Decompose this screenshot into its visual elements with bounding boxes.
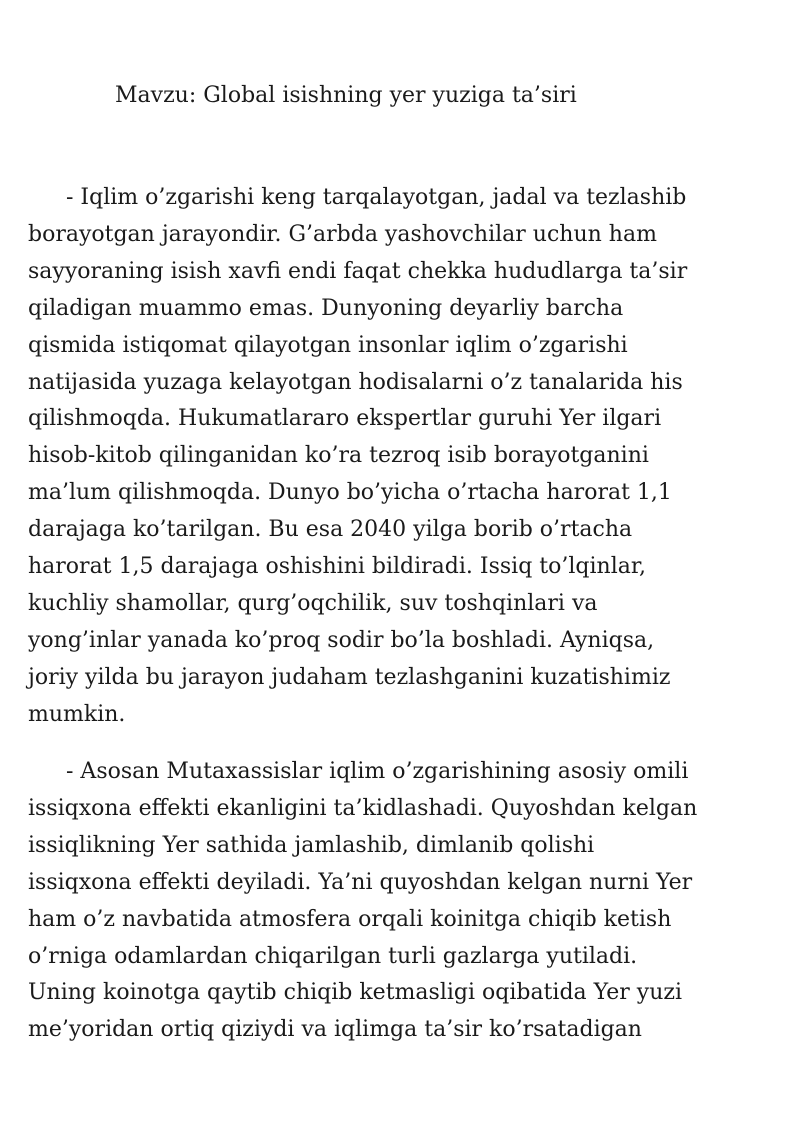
paragraph-line: sayyoraning isish xavfi endi faqat chekka hududlarga ta’sir [28,258,688,284]
paragraph-line: - Asosan Mutaxassislar iqlim o’zgarishining asosiy omili [66,759,689,784]
paragraph-line: ma’lum qilishmoqda. Dunyo bo’yicha o’rtacha harorat 1,1 [28,480,672,506]
paragraph-line: yong’inlar yanada ko’proq sodir bo’la boshladi. Ayniqsa, [28,627,655,653]
paragraph-line: qismida istiqomat qilayotgan insonlar iqlim o’zgarishi [28,332,628,358]
paragraph-line: natijasida yuzaga kelayotgan hodisalarni o’z tanalarida his [28,369,683,395]
paragraph-line: Uning koinotga qaytib chiqib ketmasligi oqibatida Yer yuzi [28,980,682,1006]
paragraph-line: issiqxona effekti ekanligini ta’kidlashadi. Quyoshdan kelgan [28,795,698,821]
paragraph-line: qilishmoqda. Hukumatlararo ekspertlar guruhi Yer ilgari [28,406,662,432]
paragraph-line: harorat 1,5 darajaga oshishini bildiradi. Issiq to’lqinlar, [28,554,646,580]
paragraph-line: darajaga ko’tarilgan. Bu esa 2040 yilga borib o’rtacha [28,517,633,543]
paragraph-1 [28,180,780,734]
paragraph-line: issiqlikning Yer sathida jamlashib, dimlanib qolishi [28,832,595,858]
paragraph-2 [28,754,780,1049]
paragraph-line: borayotgan jarayondir. G’arbda yashovchilar uchun ham [28,221,657,247]
paragraph-line: qiladigan muammo emas. Dunyoning deyarliy barcha [28,295,624,321]
paragraph-line: hisob-kitob qilinganidan ko’ra tezroq isib borayotganini [28,443,649,469]
paragraph-line: - Iqlim o’zgarishi keng tarqalayotgan, jadal va tezlashib [66,185,687,210]
paragraph-line: joriy yilda bu jarayon judaham tezlashganini kuzatishimiz [28,664,671,690]
paragraph-line: kuchliy shamollar, qurg’oqchilik, suv toshqinlari va [28,590,598,616]
paragraph-line: o’rniga odamlardan chiqarilgan turli gazlarga yutiladi. [28,943,638,969]
paragraph-line: me’yoridan ortiq qiziydi va iqlimga ta’sir ko’rsatadigan [28,1017,642,1043]
document-title: Mavzu: Global isishning yer yuziga ta’siri [115,83,577,108]
paragraph-line: mumkin. [28,701,126,727]
paragraph-line: issiqxona effekti deyiladi. Ya’ni quyoshdan kelgan nurni Yer [28,869,693,895]
paragraph-line: ham o’z navbatida atmosfera orqali koinitga chiqib ketish [28,906,672,932]
